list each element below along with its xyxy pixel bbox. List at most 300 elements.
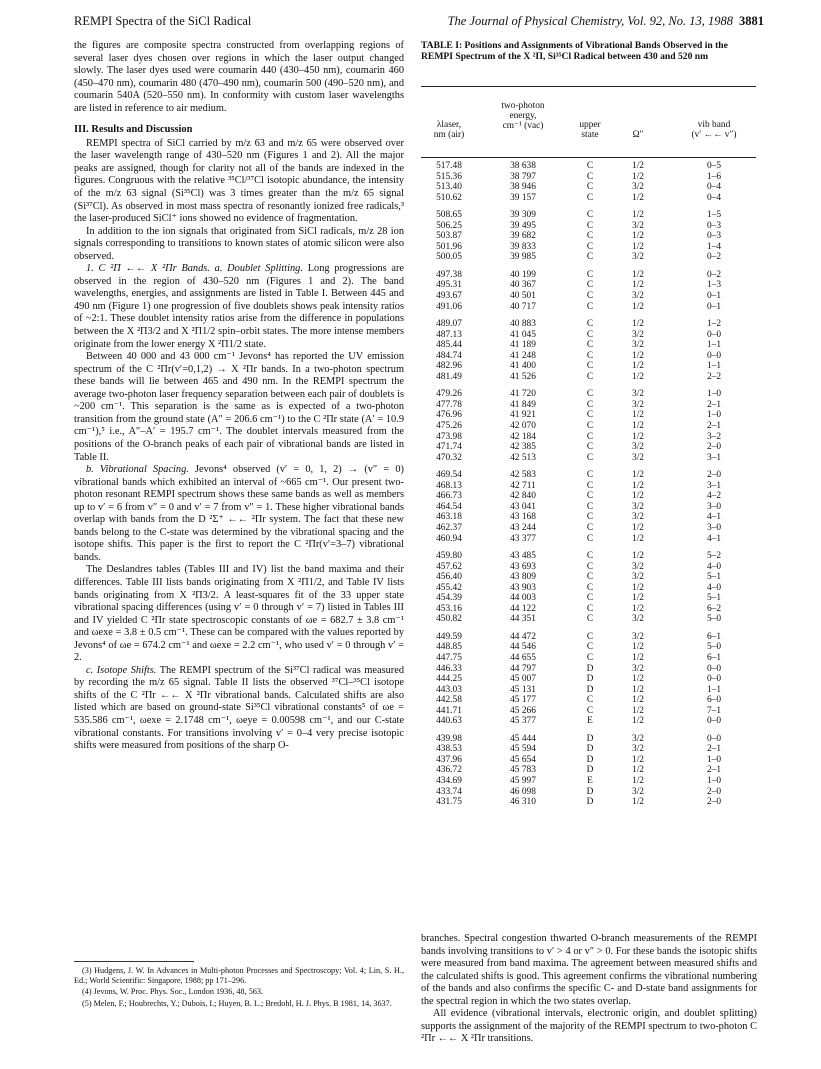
cell-vib-band: 1–6 [706,171,722,182]
cell-wavelength: 501.96 [436,241,462,252]
cell-vib-band: 3–0 [706,501,722,512]
cell-energy: 42 385 [510,442,536,453]
table-row [421,280,756,291]
cell-omega: 1/2 [632,684,644,695]
cell-wavelength: 510.62 [436,192,462,203]
table-row [421,400,756,411]
cell-vib-band: 5–1 [706,572,722,583]
header-wavelength-1: λlaser, [436,120,462,130]
table-row [421,512,756,523]
table-row [421,231,756,242]
cell-energy: 44 003 [510,593,536,604]
table-row [421,614,756,625]
cell-energy: 41 189 [510,340,536,351]
cell-energy: 42 583 [510,470,536,481]
cell-wavelength: 463.18 [436,512,462,523]
header-omega: Ω″ [632,130,644,140]
table-row [421,583,756,594]
cell-energy: 45 594 [510,744,536,755]
cell-upper-state: C [586,220,594,231]
cell-upper-state: C [586,652,594,663]
cell-energy: 39 682 [510,231,536,242]
references [74,961,404,1010]
cell-energy: 43 168 [510,512,536,523]
cell-upper-state: D [586,786,594,797]
cell-energy: 45 266 [510,705,536,716]
table-row [421,695,756,706]
table-row [421,481,756,492]
table-row [421,302,756,313]
cell-omega: 1/2 [632,480,644,491]
table-row [421,182,756,193]
table-row-group [421,270,756,312]
table-row [421,706,756,717]
cell-wavelength: 485.44 [436,340,462,351]
cell-vib-band: 3–0 [706,522,722,533]
cell-vib-band: 2–1 [706,744,722,755]
intro-paragraph: the figures are composite spectra constructed from overlapping regions of several laser dyes chosen over regions in which the laser output changed slowly. The laser dyes used were coumarin 440 (430–450 nm), coumarin 460 (450–470 nm), coumarin 480 (470–490 nm), coumarin 500 (490–520 nm), and coumarin 540A (520–550 nm). In conformity with custom laser wavelengths are listed in reference to air medium. [74,40,404,114]
cell-upper-state: C [586,361,594,372]
cell-energy: 42 184 [510,431,536,442]
table-row [421,252,756,263]
cell-wavelength: 440.63 [436,716,462,727]
cell-omega: 1/2 [632,192,644,203]
table-row [421,470,756,481]
cell-omega: 3/2 [632,501,644,512]
paragraph-2: In addition to the ion signals that originated from SiCl radicals, m/z 28 ion signals corresponding to transitions to known states of atomic silicon were also observed. [74,225,404,262]
cell-omega: 1/2 [632,431,644,442]
cell-wavelength: 442.58 [436,695,462,706]
cell-vib-band: 0–0 [706,716,722,727]
cell-wavelength: 444.25 [436,674,462,685]
cell-omega: 3/2 [632,452,644,463]
cell-vib-band: 0–0 [706,674,722,685]
cell-wavelength: 434.69 [436,775,462,786]
table-row [421,330,756,341]
cell-vib-band: 1–0 [706,389,722,400]
cell-energy: 43 041 [510,501,536,512]
cell-omega: 3/2 [632,512,644,523]
cell-upper-state: C [586,705,594,716]
cell-wavelength: 449.59 [436,631,462,642]
cell-upper-state: D [586,733,594,744]
cell-omega: 3/2 [632,340,644,351]
cell-wavelength: 455.42 [436,582,462,593]
cell-upper-state: C [586,582,594,593]
paragraph-6: The Deslandres tables (Tables III and IV) list the band maxima and their differences. Table III lists bands originating from X ²Π1/2, and Table IV lists bands originating from X ²Π3/2. A least-squares fit of the 33 upper state vibrational spacing differences (using v′ = 0 through v′ = 7) listed in Tables III and IV yielded C ²Πr state spectroscopic constants of ωe = 682.7 ± 3.8 cm⁻¹ and ωexe = 3.8 ± 0.5 cm⁻¹. These can be compared with the values reported by Jevons⁴ of ωe = 674.2 cm⁻¹ and ωexe = 2.2 cm⁻¹, who used v′ = 0 through v′ = 2. [74,564,404,664]
cell-wavelength: 489.07 [436,319,462,330]
cell-energy: 42 070 [510,421,536,432]
section-title: III. Results and Discussion [74,124,193,136]
cell-omega: 3/2 [632,389,644,400]
cell-upper-state: C [586,572,594,583]
cell-upper-state: C [586,319,594,330]
cell-energy: 43 693 [510,561,536,572]
cell-energy: 45 654 [510,754,536,765]
table-row [421,210,756,221]
cell-omega: 3/2 [632,631,644,642]
cell-wavelength: 491.06 [436,301,462,312]
cell-energy: 45 783 [510,765,536,776]
journal-name: The Journal of Physical Chemistry, Vol. 92, No. 13, 1988 [447,14,733,28]
table-row [421,664,756,675]
cell-vib-band: 5–0 [706,642,722,653]
cell-vib-band: 2–0 [706,797,722,808]
cell-upper-state: D [586,797,594,808]
cell-upper-state: C [586,452,594,463]
header-vib-band [683,120,745,140]
header-vib-band-1: vib band [697,120,731,130]
cell-wavelength: 513.40 [436,182,462,193]
cell-omega: 1/2 [632,269,644,280]
subsection-vibrational-head: b. Vibrational Spacing. [86,464,189,476]
cell-omega: 1/2 [632,171,644,182]
cell-vib-band: 1–5 [706,210,722,221]
cell-upper-state: C [586,695,594,706]
cell-upper-state: C [586,291,594,302]
table-row-group [421,632,756,727]
cell-omega: 1/2 [632,371,644,382]
cell-vib-band: 2–1 [706,399,722,410]
table-row-group [421,161,756,203]
reference-5: (5) Melen, F.; Houbrechts, Y.; Dubois, I.; Huyen, B. L.; Bredohl, H. J. Phys. B 1981, 14, 3637. [82,998,392,1008]
cell-omega: 1/2 [632,491,644,502]
table-row [421,674,756,685]
table-row-group [421,319,756,382]
cell-wavelength: 437.96 [436,754,462,765]
cell-upper-state: C [586,350,594,361]
cell-omega: 1/2 [632,241,644,252]
cell-energy: 45 007 [510,674,536,685]
cell-vib-band: 1–0 [706,775,722,786]
cell-energy: 44 351 [510,614,536,625]
cell-vib-band: 2–0 [706,442,722,453]
cell-energy: 39 309 [510,210,536,221]
table-row [421,776,756,787]
cell-energy: 38 797 [510,171,536,182]
table-row [421,797,756,808]
table-row [421,632,756,643]
table-row [421,372,756,383]
cell-wavelength: 441.71 [436,705,462,716]
cell-vib-band: 3–1 [706,480,722,491]
cell-energy: 44 546 [510,642,536,653]
cell-vib-band: 1–1 [706,361,722,372]
cell-energy: 41 045 [510,329,536,340]
cell-omega: 1/2 [632,716,644,727]
cell-vib-band: 5–0 [706,614,722,625]
table-row [421,319,756,330]
cell-upper-state: C [586,280,594,291]
cell-omega: 1/2 [632,410,644,421]
cell-wavelength: 476.96 [436,410,462,421]
cell-omega: 3/2 [632,291,644,302]
table-row [421,161,756,172]
table-row-group [421,470,756,544]
cell-vib-band: 1–3 [706,280,722,291]
header-wavelength-2: nm (air) [433,130,465,140]
cell-upper-state: E [587,775,593,786]
cell-energy: 41 400 [510,361,536,372]
cell-vib-band: 4–2 [706,491,722,502]
cell-energy: 39 833 [510,241,536,252]
table-row [421,562,756,573]
cell-upper-state: C [586,192,594,203]
cell-upper-state: D [586,684,594,695]
cell-wavelength: 484.74 [436,350,462,361]
cell-upper-state: C [586,410,594,421]
cell-upper-state: C [586,340,594,351]
table-row [421,172,756,183]
cell-upper-state: C [586,182,594,193]
cell-energy: 41 248 [510,350,536,361]
table-row [421,593,756,604]
cell-omega: 1/2 [632,361,644,372]
cell-upper-state: C [586,551,594,562]
cell-omega: 1/2 [632,705,644,716]
cell-energy: 44 797 [510,663,536,674]
cell-energy: 40 883 [510,319,536,330]
cell-omega: 1/2 [632,280,644,291]
subsection-vibrational [74,464,404,564]
cell-wavelength: 454.39 [436,593,462,604]
cell-upper-state: C [586,603,594,614]
cell-upper-state: C [586,329,594,340]
cell-omega: 1/2 [632,350,644,361]
cell-upper-state: D [586,674,594,685]
cell-vib-band: 6–1 [706,631,722,642]
cell-energy: 42 711 [510,480,536,491]
table-row [421,551,756,562]
cell-vib-band: 0–3 [706,231,722,242]
cell-wavelength: 431.75 [436,797,462,808]
cell-vib-band: 6–0 [706,695,722,706]
cell-wavelength: 464.54 [436,501,462,512]
cell-upper-state: C [586,371,594,382]
cell-omega: 3/2 [632,744,644,755]
cell-energy: 40 717 [510,301,536,312]
cell-omega: 1/2 [632,161,644,171]
right-paragraph-2: All evidence (vibrational intervals, electronic origin, and doublet splitting) supports the assignment of the majority of the REMPI spectrum to two-photon C ²Πr ←← X ²Πr transitions. [421,1008,757,1045]
header-vib-band-2: (v′ ←← v″) [691,130,737,140]
cell-upper-state: C [586,480,594,491]
cell-wavelength: 495.31 [436,280,462,291]
cell-omega: 3/2 [632,182,644,193]
cell-vib-band: 2–2 [706,371,722,382]
table-row [421,432,756,443]
left-column [74,40,404,753]
cell-vib-band: 1–0 [706,410,722,421]
table-row [421,685,756,696]
header-upper-state-2: state [581,130,599,140]
cell-omega: 1/2 [632,695,644,706]
table-row [421,502,756,513]
right-paragraph-1: branches. Spectral congestion thwarted O-branch measurements of the REMPI bands involving transitions to v′ > 4 or v″ > 0. For these bands the isotopic shifts were measured from band maxima. The agreement between measured shifts and the calculated shifts is good. This agreement confirms the vibrational numbering of the bands and also confirms the specific C- and D-state band assignments for the spectral region in which the two states overlap. [421,933,757,1007]
cell-energy: 42 840 [510,491,536,502]
cell-upper-state: C [586,522,594,533]
cell-energy: 40 199 [510,269,536,280]
cell-wavelength: 447.75 [436,652,462,663]
table-body [421,161,756,808]
cell-omega: 3/2 [632,614,644,625]
cell-vib-band: 3–1 [706,452,722,463]
cell-vib-band: 6–1 [706,652,722,663]
cell-upper-state: E [587,716,593,727]
cell-wavelength: 439.98 [436,733,462,744]
cell-upper-state: C [586,241,594,252]
table-row [421,734,756,745]
table-row [421,453,756,464]
table-row-group [421,551,756,625]
cell-energy: 44 472 [510,631,536,642]
cell-omega: 3/2 [632,733,644,744]
cell-energy: 43 244 [510,522,536,533]
cell-vib-band: 0–0 [706,663,722,674]
subsection-isotope-head: c. Isotope Shifts. [86,664,157,676]
cell-wavelength: 450.82 [436,614,462,625]
reference-4: (4) Jevons, W. Proc. Phys. Soc., London 1936, 48, 563. [82,987,264,997]
cell-wavelength: 482.96 [436,361,462,372]
cell-omega: 1/2 [632,319,644,330]
table-row [421,642,756,653]
cell-wavelength: 479.26 [436,389,462,400]
subsection-doublet [74,263,404,351]
cell-upper-state: C [586,210,594,221]
table-row [421,534,756,545]
cell-energy: 42 513 [510,452,536,463]
cell-omega: 3/2 [632,786,644,797]
cell-upper-state: C [586,171,594,182]
table-row [421,421,756,432]
cell-upper-state: C [586,631,594,642]
cell-energy: 43 903 [510,582,536,593]
cell-wavelength: 448.85 [436,642,462,653]
table-row-group [421,389,756,463]
reference-3: (3) Hudgens, J. W. In Advances in Multi-photon Processes and Spectroscopy; Vol. 4; Lin, S. H., Ed.; World Scientific: Singapore, 1988; pp 171–296. [74,966,404,986]
cell-omega: 1/2 [632,533,644,544]
cell-energy: 45 444 [510,733,536,744]
cell-omega: 1/2 [632,522,644,533]
cell-wavelength: 477.78 [436,399,462,410]
subsection-isotope [74,665,404,753]
cell-omega: 1/2 [632,775,644,786]
cell-vib-band: 1–1 [706,684,722,695]
cell-energy: 46 098 [510,786,536,797]
cell-vib-band: 4–1 [706,533,722,544]
cell-vib-band: 0–2 [706,252,722,263]
table-header-rule [421,157,756,158]
table-row [421,572,756,583]
cell-vib-band: 4–0 [706,561,722,572]
cell-wavelength: 470.32 [436,452,462,463]
cell-wavelength: 475.26 [436,421,462,432]
cell-omega: 3/2 [632,220,644,231]
cell-wavelength: 433.74 [436,786,462,797]
right-column-text [421,933,757,1046]
cell-upper-state: C [586,399,594,410]
cell-wavelength: 473.98 [436,431,462,442]
table-row [421,351,756,362]
footnote-rule [74,961,194,962]
cell-energy: 46 310 [510,797,536,808]
cell-wavelength: 487.13 [436,329,462,340]
cell-energy: 43 377 [510,533,536,544]
table-row [421,242,756,253]
cell-wavelength: 471.74 [436,442,462,453]
cell-upper-state: D [586,663,594,674]
cell-wavelength: 456.40 [436,572,462,583]
cell-vib-band: 5–1 [706,593,722,604]
cell-vib-band: 0–1 [706,291,722,302]
cell-upper-state: C [586,269,594,280]
cell-wavelength: 481.49 [436,371,462,382]
header-energy-2: energy, [509,111,537,121]
cell-omega: 1/2 [632,301,644,312]
cell-vib-band: 0–0 [706,350,722,361]
cell-wavelength: 438.53 [436,744,462,755]
table-row [421,442,756,453]
cell-wavelength: 457.62 [436,561,462,572]
cell-energy: 44 655 [510,652,536,663]
cell-upper-state: D [586,744,594,755]
cell-upper-state: C [586,501,594,512]
cell-vib-band: 2–1 [706,765,722,776]
table-row [421,716,756,727]
cell-upper-state: D [586,765,594,776]
table-caption: TABLE I: Positions and Assignments of Vibrational Bands Observed in the REMPI Spectrum of the X ²Π, Si³⁵Cl Radical between 430 and 520 nm [421,40,728,62]
cell-upper-state: C [586,614,594,625]
cell-upper-state: C [586,491,594,502]
cell-wavelength: 503.87 [436,231,462,242]
running-title: REMPI Spectra of the SiCl Radical [74,14,252,28]
cell-wavelength: 443.03 [436,684,462,695]
table-row [421,744,756,755]
cell-wavelength: 515.36 [436,171,462,182]
cell-upper-state: C [586,431,594,442]
header-energy-1: two-photon [501,101,545,111]
cell-vib-band: 0–4 [706,182,722,193]
cell-wavelength: 462.37 [436,522,462,533]
cell-wavelength: 497.38 [436,269,462,280]
cell-wavelength: 466.73 [436,491,462,502]
cell-omega: 1/2 [632,551,644,562]
page-number: 3881 [739,14,764,28]
table-header [421,87,756,157]
cell-omega: 3/2 [632,663,644,674]
cell-vib-band: 0–5 [706,161,722,171]
cell-omega: 1/2 [632,674,644,685]
header-energy-3: cm⁻¹ (vac) [502,121,544,131]
table-1 [421,86,756,815]
cell-omega: 3/2 [632,399,644,410]
cell-omega: 1/2 [632,797,644,808]
cell-wavelength: 517.48 [436,161,462,171]
cell-energy: 39 985 [510,252,536,263]
cell-omega: 1/2 [632,765,644,776]
subsection-doublet-head: 1. C ²Π ←← X ²Πr Bands. a. Doublet Splitting. [86,263,303,275]
cell-vib-band: 0–0 [706,733,722,744]
cell-vib-band: 1–4 [706,241,722,252]
cell-wavelength: 446.33 [436,663,462,674]
cell-omega: 3/2 [632,572,644,583]
table-row [421,340,756,351]
cell-vib-band: 1–1 [706,340,722,351]
cell-upper-state: C [586,389,594,400]
cell-vib-band: 0–4 [706,192,722,203]
cell-omega: 1/2 [632,593,644,604]
table-row [421,653,756,664]
cell-energy: 41 849 [510,399,536,410]
